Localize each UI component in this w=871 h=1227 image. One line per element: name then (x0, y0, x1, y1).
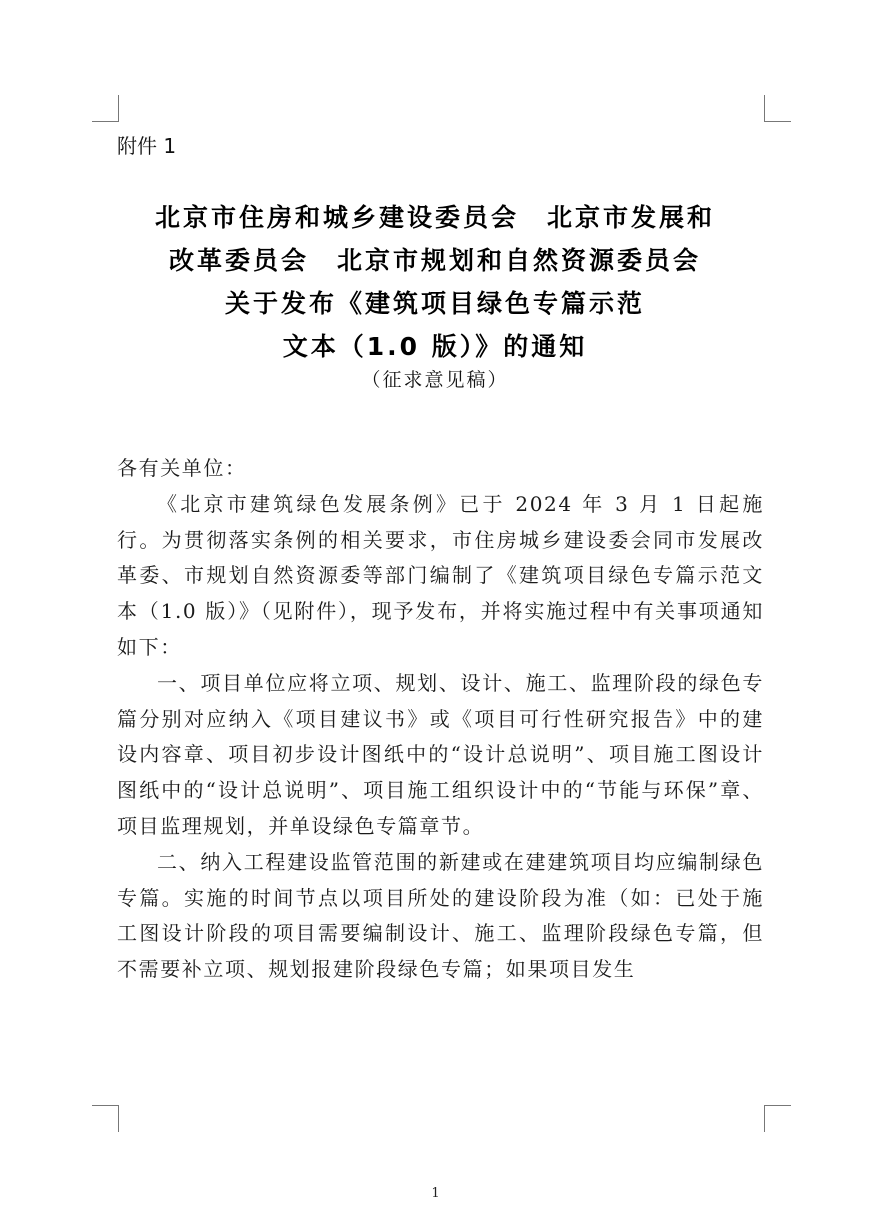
document-body (117, 451, 764, 988)
title-line: 北京市住房和城乡建设委员会 北京市发展和 (154, 203, 715, 232)
draft-subtitle: （征求意见稿） (361, 369, 509, 391)
margin-corner-mark (92, 1105, 119, 1132)
attachment-label: 附件 1 (117, 134, 177, 158)
title-line: 关于发布《建筑项目绿色专篇示范 (224, 289, 645, 318)
document-title (90, 196, 780, 368)
body-paragraph: 一、项目单位应将立项、规划、设计、施工、监理阶段的绿色专篇分别对应纳入《项目建议书》或《项目可行性研究报告》中的建设内容章、项目初步设计图纸中的“设计总说明”、项目施工图设计图纸中的“设计总说明”、项目施工组织设计中的“节能与环保”章、项目监理规划，并单设绿色专篇章节。 (117, 670, 764, 838)
body-paragraph: 二、纳入工程建设监管范围的新建或在建建筑项目均应编制绿色专篇。实施的时间节点以项目所处的建设阶段为准（如：已处于施工图设计阶段的项目需要编制设计、施工、监理阶段绿色专篇，但不需要补立项、规划报建阶段绿色专篇；如果项目发生 (117, 849, 764, 982)
salutation: 各有关单位： (117, 456, 247, 480)
title-line: 改革委员会 北京市规划和自然资源委员会 (168, 246, 701, 275)
margin-corner-mark (764, 95, 791, 122)
title-line: 文本（1.0 版）》的通知 (282, 332, 588, 361)
margin-corner-mark (92, 95, 119, 122)
margin-corner-mark (764, 1105, 791, 1132)
body-paragraph: 《北京市建筑绿色发展条例》已于 2024 年 3 月 1 日起施行。为贯彻落实条例的相关要求，市住房城乡建设委会同市发展改革委、市规划自然资源委等部门编制了《建筑项目绿色专篇示范文本（1.0 版）》（见附件），现予发布，并将实施过程中有关事项通知如下： (117, 491, 764, 659)
page-number: 1 (431, 1186, 440, 1201)
